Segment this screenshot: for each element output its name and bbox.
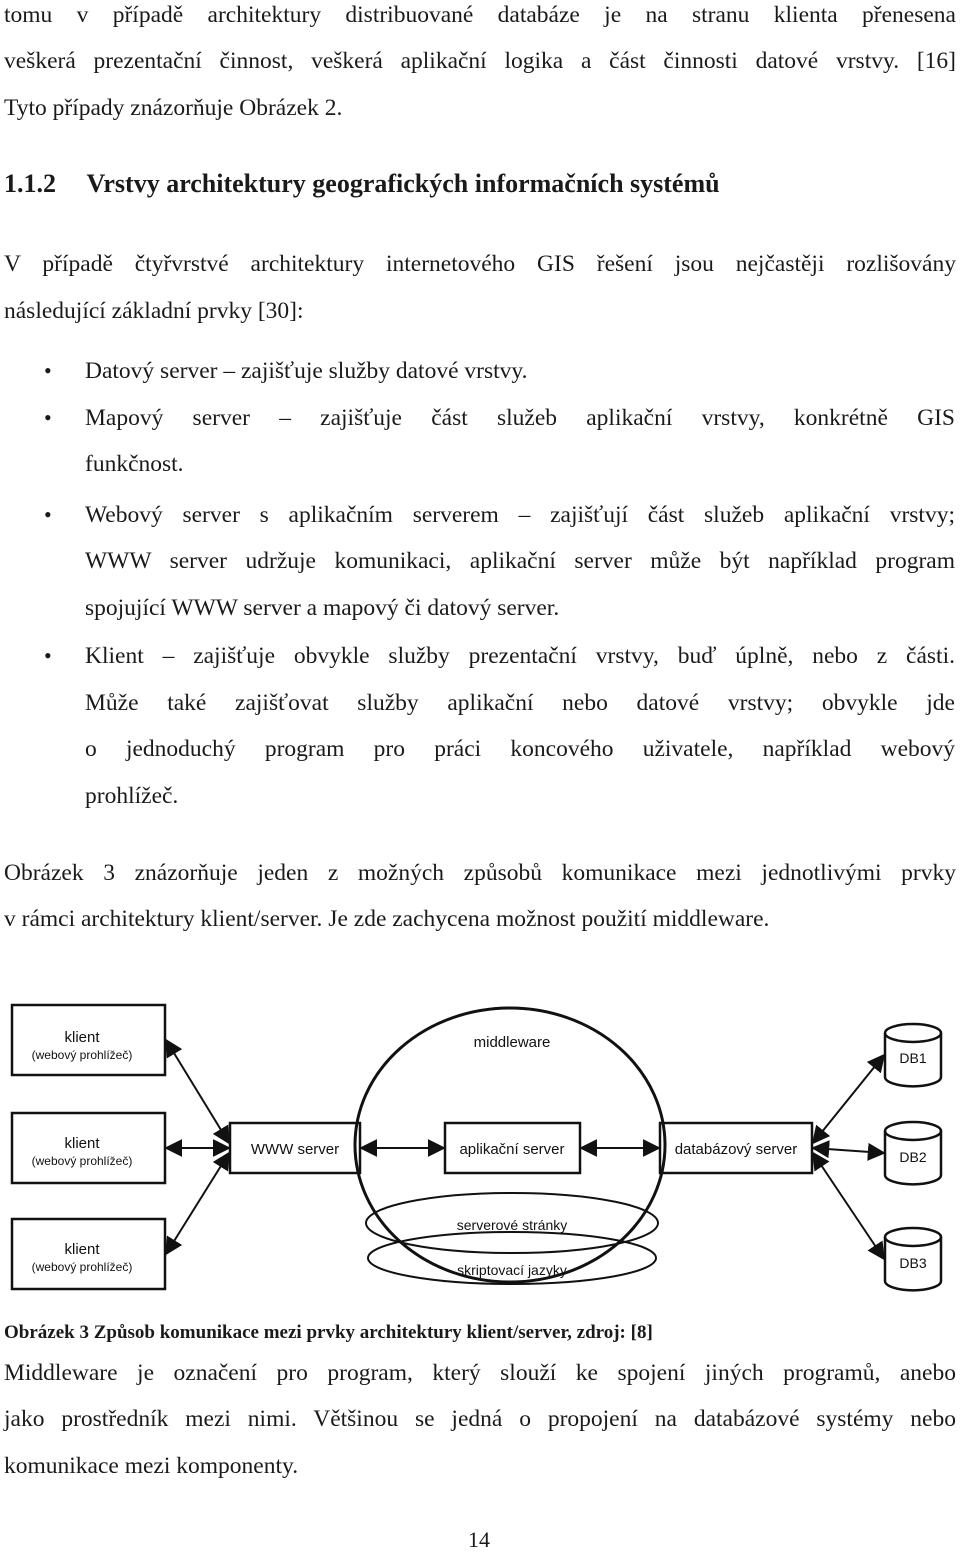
db-server-box xyxy=(660,1123,812,1173)
gis-line-1: V případě čtyřvrstvé architektury internetového GIS řešení jsou nejčastěji rozlišovány xyxy=(4,251,956,277)
db-server-label: databázový server xyxy=(674,1141,798,1158)
bullet-3-line-3: spojující WWW server a mapový či datový server. xyxy=(85,595,560,621)
intro-line-2: veškerá prezentační činnost, veškerá aplikační logika a část činnosti datové vrstvy. [16] xyxy=(4,48,956,74)
bullet-2-line-1: Mapový server – zajišťuje část služeb aplikační vrstvy, konkrétně GIS xyxy=(85,405,955,431)
intro-line-3: Tyto případy znázorňuje Obrázek 2. xyxy=(4,95,343,121)
middleware-line-3: komunikace mezi komponenty. xyxy=(4,1453,299,1479)
client-box-1 xyxy=(12,1005,165,1075)
figure-para-line-1: Obrázek 3 znázorňuje jeden z možných způsobů komunikace mezi jednotlivými prvky xyxy=(4,860,956,886)
db3-label: DB3 xyxy=(899,1255,927,1271)
bullet-1-line-1: Datový server – zajišťuje služby datové vrstvy. xyxy=(85,358,528,384)
middleware-line-2: jako prostředník mezi nimi. Většinou se jedná o propojení na databázové systémy nebo xyxy=(4,1406,956,1432)
section-heading xyxy=(4,168,720,200)
client-3-label: klient xyxy=(64,1241,100,1258)
section-title: Vrstvy architektury geografických informačních systémů xyxy=(86,169,720,198)
client-2-sublabel: (webový prohlížeč) xyxy=(31,1154,133,1168)
client-box-3 xyxy=(12,1219,165,1289)
www-server-label: WWW server xyxy=(250,1141,340,1158)
bullet-4-line-4: prohlížeč. xyxy=(85,783,179,809)
bullet-marker: • xyxy=(44,358,52,383)
client-3-sublabel: (webový prohlížeč) xyxy=(31,1260,133,1274)
page-number: 14 xyxy=(468,1527,490,1552)
figure-para-line-2: v rámci architektury klient/server. Je zde zachycena možnost použití middleware. xyxy=(4,906,770,932)
client-1-sublabel: (webový prohlížeč) xyxy=(31,1048,133,1062)
client-2-label: klient xyxy=(64,1135,100,1152)
gis-line-2: následující základní prvky [30]: xyxy=(4,298,304,324)
bullet-marker: • xyxy=(44,405,52,430)
bullet-4-line-1: Klient – zajišťuje obvykle služby prezentační vrstvy, buď úplně, nebo z části. xyxy=(85,643,955,669)
client-1-label: klient xyxy=(64,1029,100,1046)
bullet-4-line-2: Může také zajišťovat služby aplikační nebo datové vrstvy; obvykle jde xyxy=(85,690,955,716)
app-server-box xyxy=(445,1123,580,1173)
bullet-2-line-2: funkčnost. xyxy=(85,451,184,477)
scripting-label: skriptovací jazyky xyxy=(457,1262,567,1278)
section-number: 1.1.2 xyxy=(4,169,56,198)
architecture-diagram xyxy=(0,985,960,1305)
bullet-3-line-1: Webový server s aplikačním serverem – zajišťují část služeb aplikační vrstvy; xyxy=(85,502,955,528)
db3-cylinder xyxy=(885,1228,941,1290)
db2-cylinder xyxy=(885,1122,941,1184)
server-pages-label: serverové stránky xyxy=(456,1217,568,1233)
app-server-label: aplikační server xyxy=(459,1141,565,1158)
client-box-2 xyxy=(12,1113,165,1183)
figure-caption: Obrázek 3 Způsob komunikace mezi prvky architektury klient/server, zdroj: [8] xyxy=(4,1322,653,1343)
middleware-line-1: Middleware je označení pro program, který slouží ke spojení jiných programů, anebo xyxy=(4,1360,956,1386)
www-server-box xyxy=(230,1123,360,1173)
db2-label: DB2 xyxy=(899,1149,927,1165)
bullet-3-line-2: WWW server udržuje komunikaci, aplikační server může být například program xyxy=(85,548,955,574)
middleware-label: middleware xyxy=(473,1034,551,1051)
db1-label: DB1 xyxy=(899,1050,927,1066)
bullet-marker: • xyxy=(44,502,52,527)
bullet-4-line-3: o jednoduchý program pro práci koncového uživatele, například webový xyxy=(85,736,955,762)
db1-cylinder xyxy=(885,1024,941,1086)
bullet-marker: • xyxy=(44,643,52,668)
intro-line-1: tomu v případě architektury distribuované databáze je na stranu klienta přenesena xyxy=(4,2,956,28)
